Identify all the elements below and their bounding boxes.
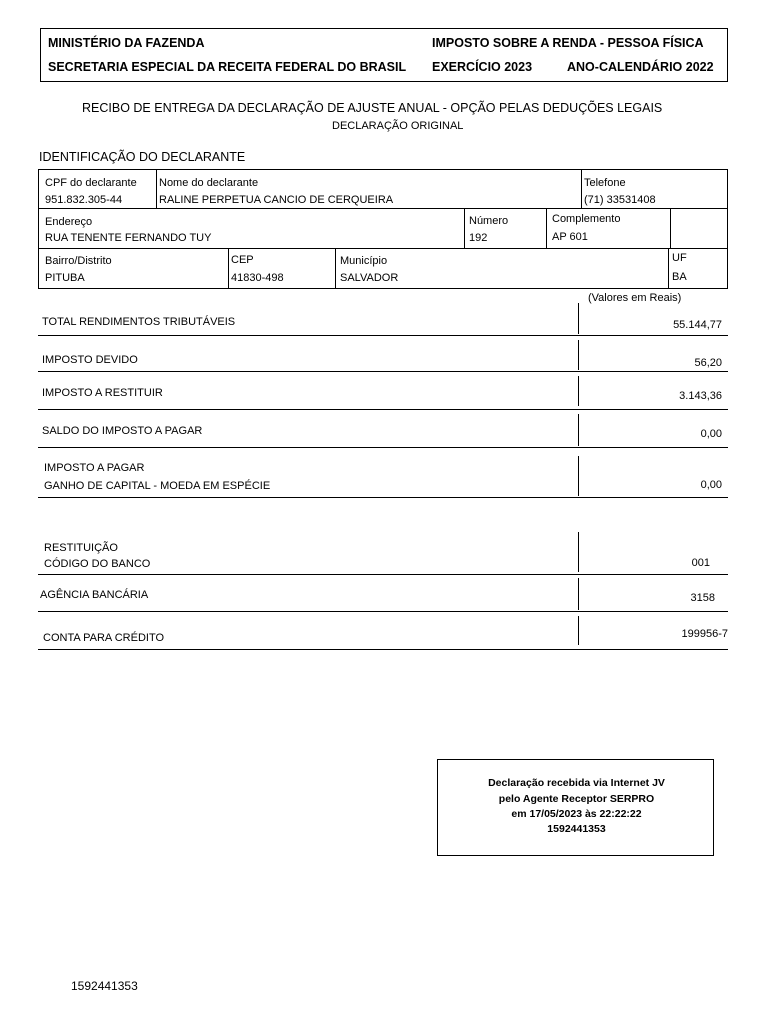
bank-code-value: 001 (691, 557, 710, 569)
agency-label: AGÊNCIA BANCÁRIA (40, 589, 149, 601)
number-label: Número (469, 215, 509, 227)
ministry-name: MINISTÉRIO DA FAZENDA (48, 36, 205, 50)
document-subtitle: DECLARAÇÃO ORIGINAL (332, 120, 464, 132)
account-value: 199956-7 (681, 628, 728, 640)
total-income-label: TOTAL RENDIMENTOS TRIBUTÁVEIS (42, 316, 236, 328)
value-column-divider (578, 340, 579, 370)
row-divider (38, 497, 728, 498)
row-divider (38, 649, 728, 650)
exercise-year: EXERCÍCIO 2023 (432, 60, 533, 74)
capital-gain-label: GANHO DE CAPITAL - MOEDA EM ESPÉCIE (44, 480, 271, 492)
value-column-divider (578, 414, 579, 446)
number-value: 192 (469, 232, 488, 244)
table-col-divider (228, 248, 229, 288)
balance-value: 0,00 (700, 428, 722, 440)
secretariat-name: SECRETARIA ESPECIAL DA RECEITA FEDERAL DO BRASIL (48, 60, 407, 74)
row-divider (38, 447, 728, 448)
row-divider (38, 335, 728, 336)
cpf-label: CPF do declarante (45, 177, 137, 189)
receipt-line-1: Declaração recebida via Internet JV (488, 777, 665, 789)
refund-label: IMPOSTO A RESTITUIR (42, 387, 163, 399)
table-col-divider (156, 170, 157, 208)
table-col-divider (546, 208, 547, 248)
row-divider (38, 371, 728, 372)
table-col-divider (464, 208, 465, 248)
calendar-year: ANO-CALENDÁRIO 2022 (567, 60, 714, 74)
refund-value: 3.143,36 (679, 390, 722, 402)
phone-label: Telefone (584, 177, 626, 189)
uf-label: UF (672, 252, 687, 264)
receipt-line-3: em 17/05/2023 às 22:22:22 (511, 808, 642, 820)
receipt-box (437, 759, 714, 856)
table-col-divider (670, 208, 671, 248)
values-unit-note: (Valores em Reais) (588, 292, 682, 304)
cep-label: CEP (231, 254, 254, 266)
complement-label: Complemento (552, 213, 621, 225)
table-col-divider (335, 248, 336, 288)
address-value: RUA TENENTE FERNANDO TUY (45, 232, 212, 244)
restitution-section-label: RESTITUIÇÃO (44, 542, 118, 554)
cep-value: 41830-498 (231, 272, 284, 284)
cpf-value: 951.832.305-44 (45, 194, 123, 206)
document-title: RECIBO DE ENTREGA DA DECLARAÇÃO DE AJUSTE ANUAL - OPÇÃO PELAS DEDUÇÕES LEGAIS (82, 101, 663, 115)
value-column-divider (578, 616, 579, 645)
city-label: Município (340, 255, 388, 267)
value-column-divider (578, 303, 579, 334)
table-row-divider (39, 208, 727, 209)
address-label: Endereço (45, 216, 93, 228)
row-divider (38, 574, 728, 575)
receipt-line-2: pelo Agente Receptor SERPRO (498, 793, 655, 805)
identification-table (38, 169, 728, 289)
row-divider (38, 611, 728, 612)
bank-code-label: CÓDIGO DO BANCO (44, 558, 151, 570)
value-column-divider (578, 456, 579, 496)
name-label: Nome do declarante (159, 177, 259, 189)
total-income-value: 55.144,77 (673, 319, 722, 331)
district-value: PITUBA (45, 272, 85, 284)
capital-gain-value: 0,00 (700, 479, 722, 491)
value-column-divider (578, 376, 579, 406)
account-label: CONTA PARA CRÉDITO (43, 632, 165, 644)
uf-value: BA (672, 271, 687, 283)
agency-value: 3158 (690, 592, 715, 604)
payable-label: IMPOSTO A PAGAR (44, 462, 145, 474)
complement-value: AP 601 (552, 231, 588, 243)
row-divider (38, 409, 728, 410)
table-col-divider (668, 248, 669, 288)
receipt-number: 1592441353 (547, 823, 606, 835)
tax-due-value: 56,20 (694, 357, 722, 369)
district-label: Bairro/Distrito (45, 255, 112, 267)
tax-due-label: IMPOSTO DEVIDO (42, 354, 138, 366)
table-col-divider (581, 170, 582, 208)
city-value: SALVADOR (340, 272, 399, 284)
identification-section-title: IDENTIFICAÇÃO DO DECLARANTE (39, 150, 246, 164)
phone-value: (71) 33531408 (584, 194, 656, 206)
footer-receipt-number: 1592441353 (71, 979, 138, 993)
header-box (40, 28, 728, 82)
table-row-divider (39, 248, 727, 249)
name-value: RALINE PERPETUA CANCIO DE CERQUEIRA (159, 194, 394, 206)
balance-label: SALDO DO IMPOSTO A PAGAR (42, 425, 203, 437)
tax-type: IMPOSTO SOBRE A RENDA - PESSOA FÍSICA (432, 36, 704, 50)
